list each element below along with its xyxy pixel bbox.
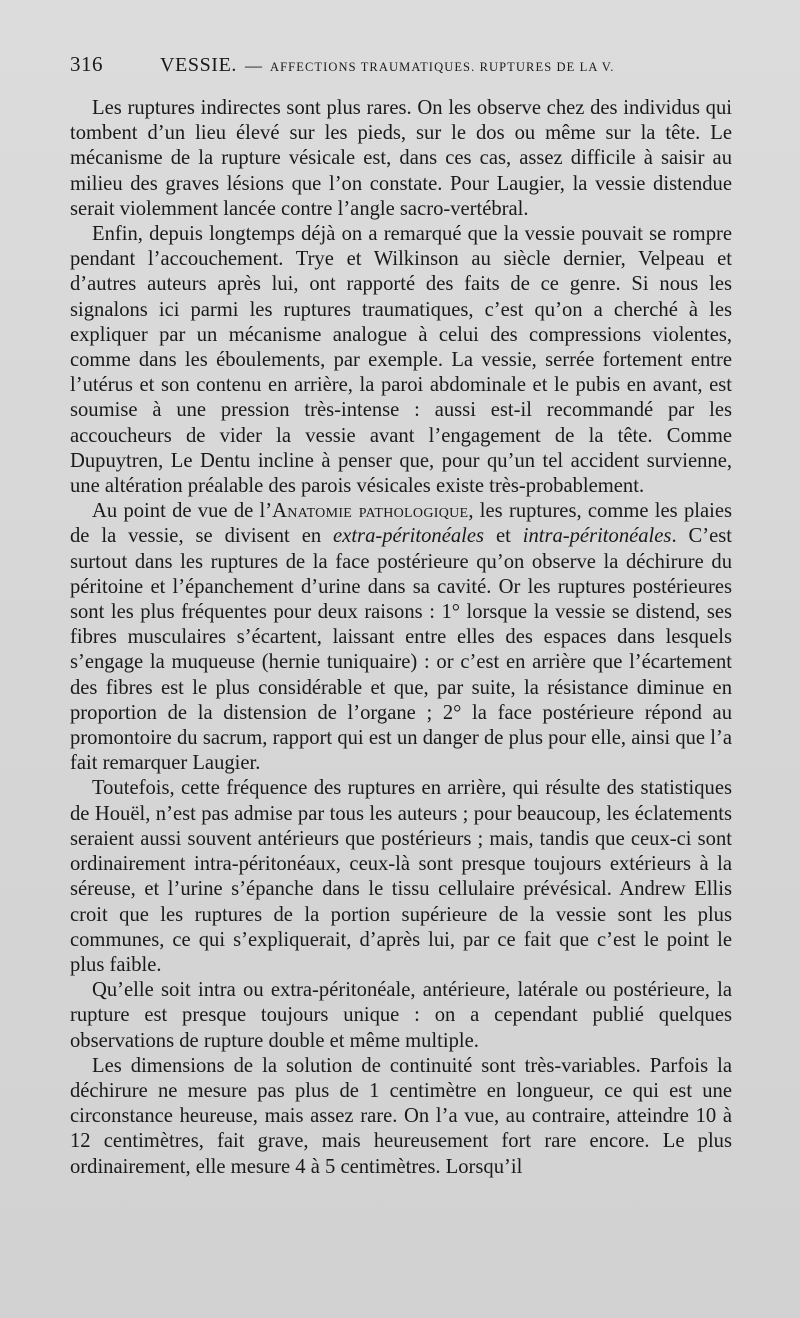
page-header <box>70 52 752 96</box>
paragraph-frequency: Toutefois, cette fréquence des ruptures en arrière, qui résulte des statistiques de Houël, n’est pas admise par tous les auteurs ; pour beaucoup, les éclatements seraient aussi souvent antérieurs que postérieurs ; mais, tandis que ceux-ci sont ordinairement intra-péritonéaux, ceux-là sont presque toujours extérieurs à la séreuse, et l’urine s’épanche dans le tissu cellulaire prévésical. Andrew Ellis croit que les ruptures de la portion supérieure de la vessie sont les plus communes, ce qui s’expliquerait, d’après lui, par ce fait que c’est le point le plus faible. <box>70 777 732 976</box>
paragraph-childbirth: Enfin, depuis longtemps déjà on a remarqué que la vessie pouvait se rompre pendant l’accouchement. Trye et Wilkinson au siècle dernier, Velpeau et d’autres auteurs après lui, ont rapporté des faits de ce genre. Si nous les signalons ici parmi les ruptures traumatiques, c’est qu’on a cherché à les expliquer par un mécanisme analogue à celui des compressions violentes, comme dans les éboulements, par exemple. La vessie, serrée fortement entre l’utérus et son contenu en arrière, la paroi abdominale et le pubis en avant, est soumise à une pression très-intense : aussi est-il recommandé par les accoucheurs de vider la vessie avant l’engagement de la tête. Comme Dupuytren, Le Dentu incline à penser que, pour qu’un tel accident survienne, une altération préalable des parois vésicales existe très-probablement. <box>70 223 732 498</box>
running-head-subtitle: AFFECTIONS TRAUMATIQUES. RUPTURES DE LA V. <box>269 60 615 74</box>
italic-term: intra-péritonéales <box>522 525 672 548</box>
text-run: , les ruptures, comme les plaies de la vessie, se divisent en <box>70 500 732 548</box>
running-head-separator: — <box>244 56 262 75</box>
paragraph-pathological-anatomy <box>70 499 732 776</box>
italic-term: extra-péritonéales <box>333 525 485 548</box>
text-run: et <box>484 525 523 548</box>
paragraph-unique-rupture: Qu’elle soit intra ou extra-péritonéale, antérieure, latérale ou postérieure, la rupture est presque toujours unique : on a cependant publié quelques observations de rupture double et même multiple. <box>70 979 732 1052</box>
paragraph-indirect-ruptures: Les ruptures indirectes sont plus rares. On les observe chez des individus qui tombent d’un lieu élevé sur les pieds, sur le dos ou même sur la tête. Le mécanisme de la rupture vésicale est, dans ces cas, assez difficile à saisir au milieu des graves lésions que l’on constate. Pour Laugier, la vessie distendue serait violemment lancée contre l’angle sacro-vertébral. <box>70 97 732 220</box>
page-body <box>70 96 732 1180</box>
text-run: . C’est surtout dans les ruptures de la face postérieure qu’on observe la déchirure du péritoine et l’épanchement d’urine dans sa cavité. Or les ruptures postérieures sont les plus fréquentes pour deux raisons : 1° lorsque la vessie se distend, ses fibres musculaires s’écartent, laissant entre elles des espaces dans lesquels s’engage la muqueuse (hernie tuniquaire) : or c’est en arrière que l’écartement des fibres est le plus considérable et que, par suite, la résistance diminue en proportion de la distension de l’organe ; 2° la face postérieure répond au promontoire du sacrum, rapport qui est un danger de plus pour elle, ainsi que l’a fait remarquer Laugier. <box>70 525 732 775</box>
section-term-smallcaps: Anatomie pathologique <box>272 500 469 523</box>
text-run: Au point de vue de l’ <box>92 500 273 523</box>
running-head-title: VESSIE. <box>160 54 237 76</box>
page-number: 316 <box>70 52 103 76</box>
paragraph-dimensions: Les dimensions de la solution de continuité sont très-variables. Parfois la déchirure ne mesure pas plus de 1 centimètre en longueur, ce qui est une circonstance heureuse, mais assez rare. On l’a vue, au contraire, atteindre 10 à 12 centimètres, fait grave, mais heureusement fort rare encore. Le plus ordinairement, elle mesure 4 à 5 centimètres. Lorsqu’il <box>70 1054 732 1178</box>
